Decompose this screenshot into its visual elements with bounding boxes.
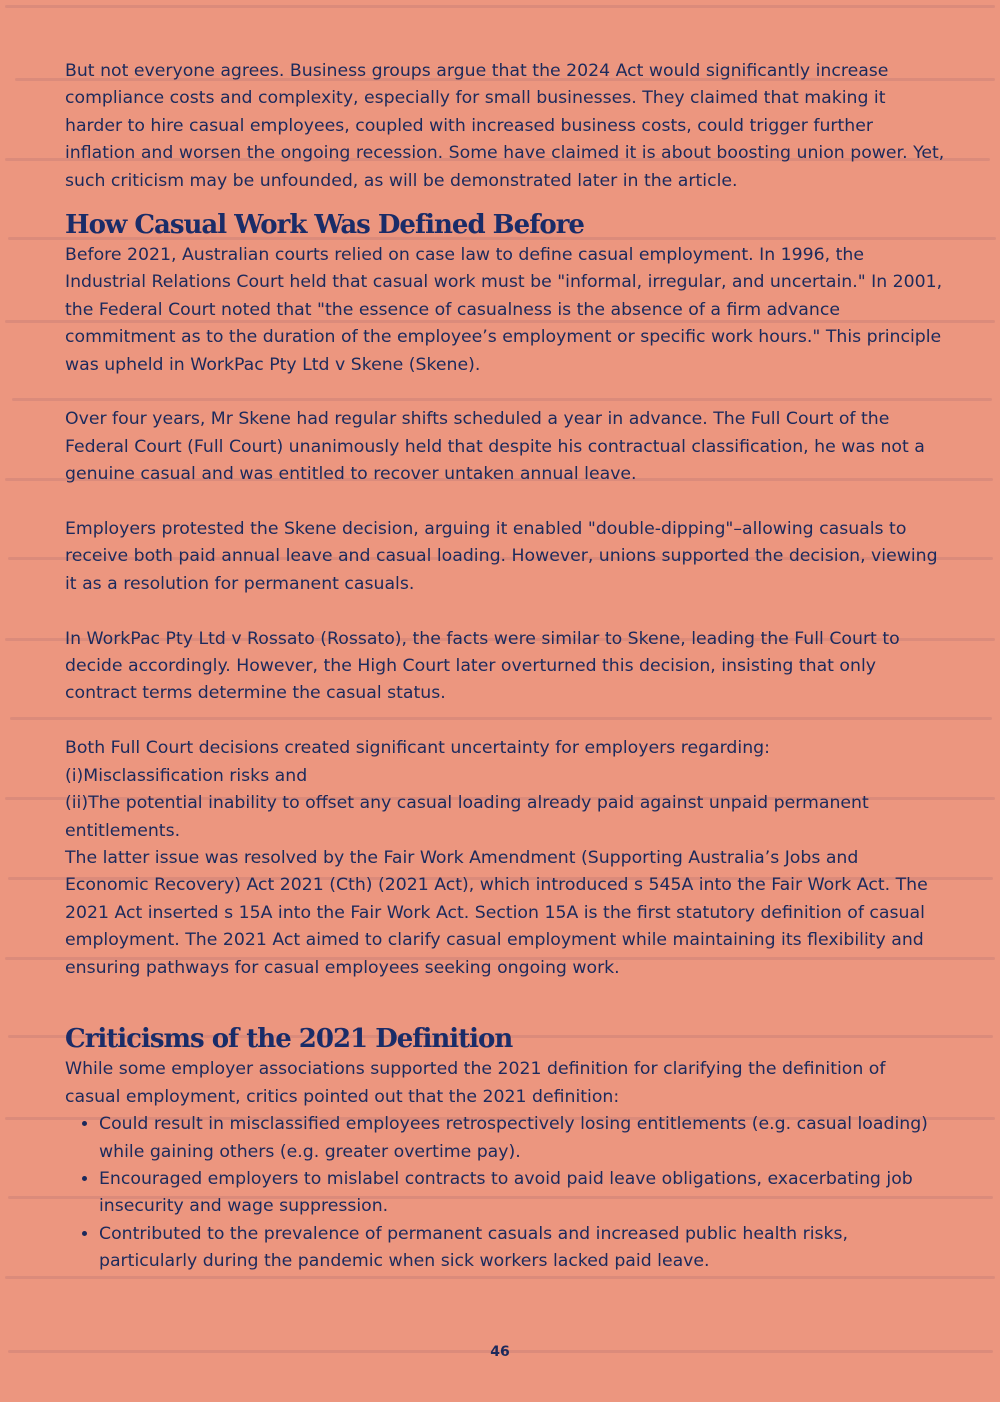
section-heading-definition: How Casual Work Was Defined Before — [65, 210, 584, 241]
list-item: • Could result in misclassified employees retrospectively losing entitlements (e.g. casual loading) while gaining others (e.g. greater overtime pay). — [99, 1111, 945, 1166]
criticisms-paragraph: While some employer associations supported the 2021 definition for clarifying the definition of casual employment, critics pointed out that the 2021 definition: — [65, 1059, 886, 1107]
list-item: • Contributed to the prevalence of permanent casuals and increased public health risks, particularly during the pandemic when sick workers lacked paid leave. — [99, 1221, 945, 1276]
list-item-misclassification: (i)Misclassification risks and — [65, 765, 308, 786]
definition-paragraph-5: Both Full Court decisions created significant uncertainty for employers regarding: — [65, 738, 770, 759]
section-heading-criticisms: Criticisms of the 2021 Definition — [65, 1024, 513, 1055]
definition-paragraph-3: Employers protested the Skene decision, arguing it enabled "double-dipping"–allowing casuals to receive both paid annual leave and casual loading. However, unions supported the decision, viewing it as a resolution for permanent casuals. — [65, 519, 938, 594]
definition-paragraph-1: Before 2021, Australian courts relied on case law to define casual employment. In 1996, the Industrial Relations Court held that casual work must be "informal, irregular, and uncertain." In 2001, the Federal Court noted that "the essence of casualness is the absence of a firm advance commitment as to the duration of the employee’s employment or specific work hours." This principle was upheld in WorkPac Pty Ltd v Skene (Skene). — [65, 245, 943, 375]
definition-paragraph-6: The latter issue was resolved by the Fair Work Amendment (Supporting Australia’s Jobs and Economic Recovery) Act 2021 (Cth) (2021 Act), which introduced s 545A into the Fair Work Act. The 2021 Act inserted s 15A into the Fair Work Act. Section 15A is the first statutory definition of casual employment. The 2021 Act aimed to clarify casual employment while maintaining its flexibility and ensuring pathways for casual employees seeking ongoing work. — [65, 847, 928, 978]
definition-paragraph-4: In WorkPac Pty Ltd v Rossato (Rossato), the facts were similar to Skene, leading the Full Court to decide accordingly. However, the High Court later overturned this decision, insisting that only contract terms determine the casual status. — [65, 628, 900, 704]
list-item-offset: (ii)The potential inability to offset any casual loading already paid against unpaid permanent entitlements. — [65, 793, 869, 841]
article-body — [65, 58, 945, 1276]
list-item: • Encouraged employers to mislabel contracts to avoid paid leave obligations, exacerbating job insecurity and wage suppression. — [99, 1166, 945, 1221]
criticisms-list — [65, 1111, 945, 1275]
definition-paragraph-2: Over four years, Mr Skene had regular shifts scheduled a year in advance. The Full Court of the Federal Court (Full Court) unanimously held that despite his contractual classification, he was not a genuine casual and was entitled to recover untaken annual leave. — [65, 409, 925, 485]
intro-paragraph: But not everyone agrees. Business groups argue that the 2024 Act would significantly increase compliance costs and complexity, especially for small businesses. They claimed that making it harder to hire casual employees, coupled with increased business costs, could trigger further inflation and worsen the ongoing recession. Some have claimed it is about boosting union power. Yet, such criticism may be unfounded, as will be demonstrated later in the article. — [65, 61, 945, 191]
page-number: 46 — [490, 1344, 510, 1360]
